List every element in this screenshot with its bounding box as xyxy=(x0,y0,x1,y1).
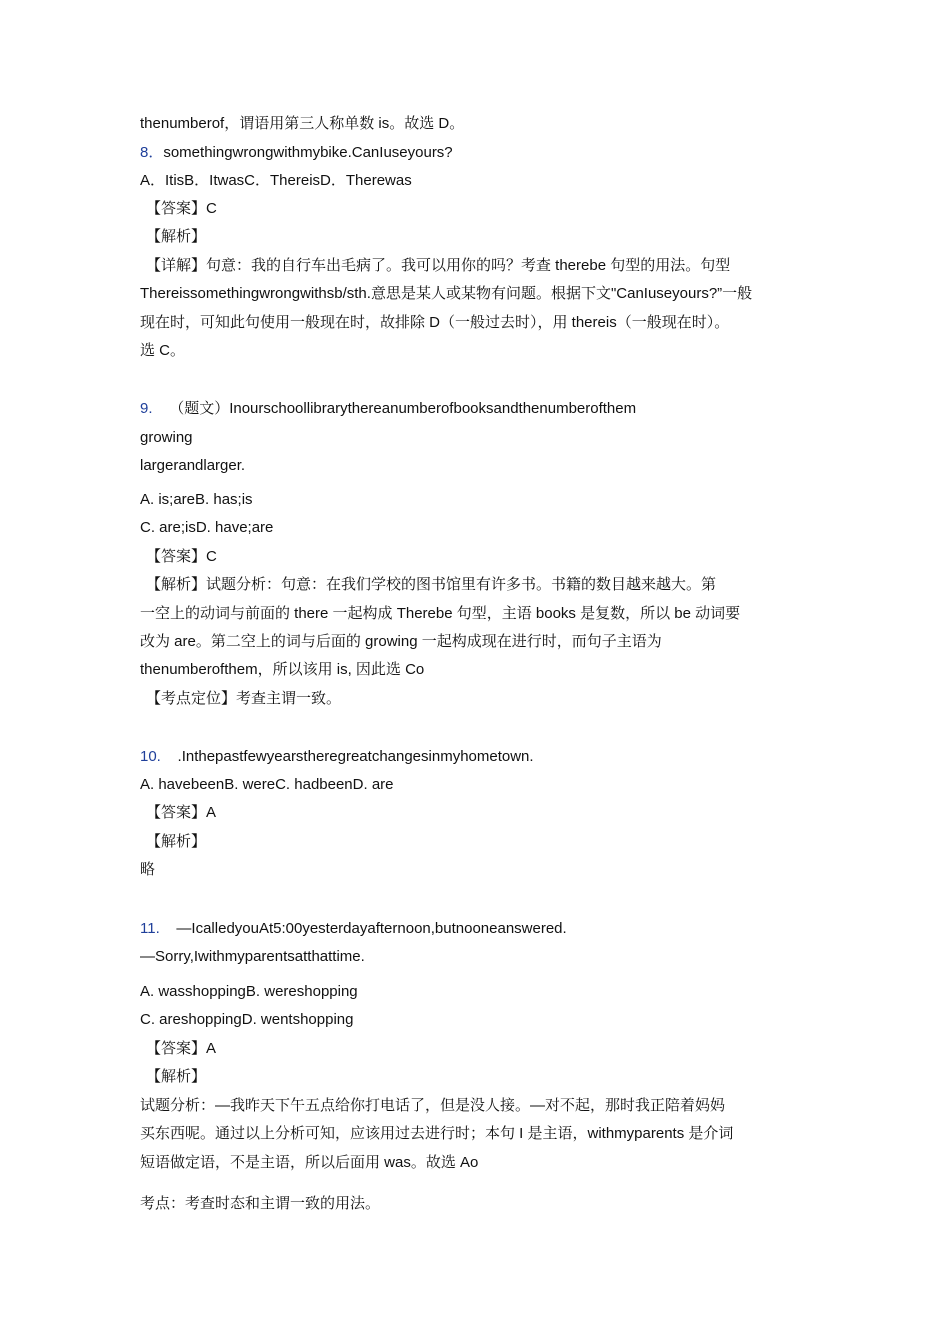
question-9-analysis-3: 改为 are。第二空上的词与后面的 growing 一起构成现在进行时，而句子主语为 xyxy=(140,633,662,650)
question-9-stem-3: largerandlarger. xyxy=(140,457,246,474)
question-9-analysis-1: 【解析】试题分析：句意：在我们学校的图书馆里有许多书。书籍的数目越来越大。第 xyxy=(146,576,717,593)
question-11-number: 11. xyxy=(140,920,160,937)
question-8-number: 8． xyxy=(140,144,164,161)
question-11-answer: 【答案】A xyxy=(146,1040,217,1057)
question-10-stem-line xyxy=(140,747,820,767)
question-11-analysis-2: 买东西呢。通过以上分析可知，应该用过去进行时；本句 I 是主语，withmyparents 是介词 xyxy=(140,1125,734,1142)
intro-line: thenumberof，谓语用第三人称单数 is。故选 D。 xyxy=(140,115,465,132)
question-8-options: A．ItisB．ItwasC．ThereisD．Therewas xyxy=(140,172,412,189)
question-11-stem-2: —Sorry,Iwithmyparentsatthattime. xyxy=(140,948,365,965)
question-10-analysis: 略 xyxy=(140,861,156,878)
question-9-stem-line xyxy=(140,399,820,419)
question-8-answer: 【答案】C xyxy=(146,200,217,217)
question-9-analysis-2: 一空上的动词与前面的 there 一起构成 Therebe 句型，主语 books 是复数，所以 be 动词要 xyxy=(140,605,741,622)
question-10-analysis-label: 【解析】 xyxy=(146,833,207,850)
question-11-analysis-1: 试题分析：—我昨天下午五点给你打电话了，但是没人接。—对不起，那时我正陪着妈妈 xyxy=(140,1097,726,1114)
question-8-detail-3: 现在时，可知此句使用一般现在时，故排除 D（一般过去时），用 thereis（一般现在时）。 xyxy=(140,314,730,331)
question-10-options: A. havebeenB. wereC. hadbeenD. are xyxy=(140,776,394,793)
question-8-stem-line xyxy=(140,143,820,163)
question-8-detail-2: Thereissomethingwrongwithsb/sth.意思是某人或某物有问题。根据下文"CanIuseyours?”一般 xyxy=(140,285,753,302)
question-11-options-2: C. areshoppingD. wentshopping xyxy=(140,1011,354,1028)
question-10-stem: .Inthepastfewyearstheregreatchangesinmyhometown. xyxy=(177,748,534,765)
question-9-analysis-4: thenumberofthem，所以该用 is, 因此选 Co xyxy=(140,661,425,678)
question-9-stem: （题文）Inourschoollibrarythereanumberofbooksandthenumberofthem xyxy=(169,400,637,417)
question-11-options-1: A. wasshoppingB. wereshopping xyxy=(140,983,358,1000)
question-8-stem: somethingwrongwithmybike.CanIuseyours? xyxy=(163,144,453,161)
question-8-detail-1: 【详解】句意：我的自行车出毛病了。我可以用你的吗？考查 therebe 句型的用法。句型 xyxy=(146,257,731,274)
question-8-analysis-label: 【解析】 xyxy=(146,228,207,245)
question-9-answer: 【答案】C xyxy=(146,548,217,565)
question-9-stem-2: growing xyxy=(140,429,193,446)
question-9-options-1: A. is;areB. has;is xyxy=(140,491,253,508)
question-11-point: 考点：考查时态和主谓一致的用法。 xyxy=(140,1195,381,1212)
question-10-number: 10. xyxy=(140,748,161,765)
question-10-answer: 【答案】A xyxy=(146,804,217,821)
question-11-analysis-label: 【解析】 xyxy=(146,1068,207,1085)
question-11-stem: —IcalledyouAt5:00yesterdayafternoon,butnooneanswered. xyxy=(176,920,567,937)
question-11-analysis-3: 短语做定语，不是主语，所以后面用 was。故选 Ao xyxy=(140,1154,479,1171)
question-11-stem-line xyxy=(140,919,820,939)
question-9-point: 【考点定位】考查主谓一致。 xyxy=(146,690,342,707)
question-8-detail-4: 选 C。 xyxy=(140,342,186,359)
question-9-number: 9. xyxy=(140,400,153,417)
question-9-options-2: C. are;isD. have;are xyxy=(140,519,274,536)
